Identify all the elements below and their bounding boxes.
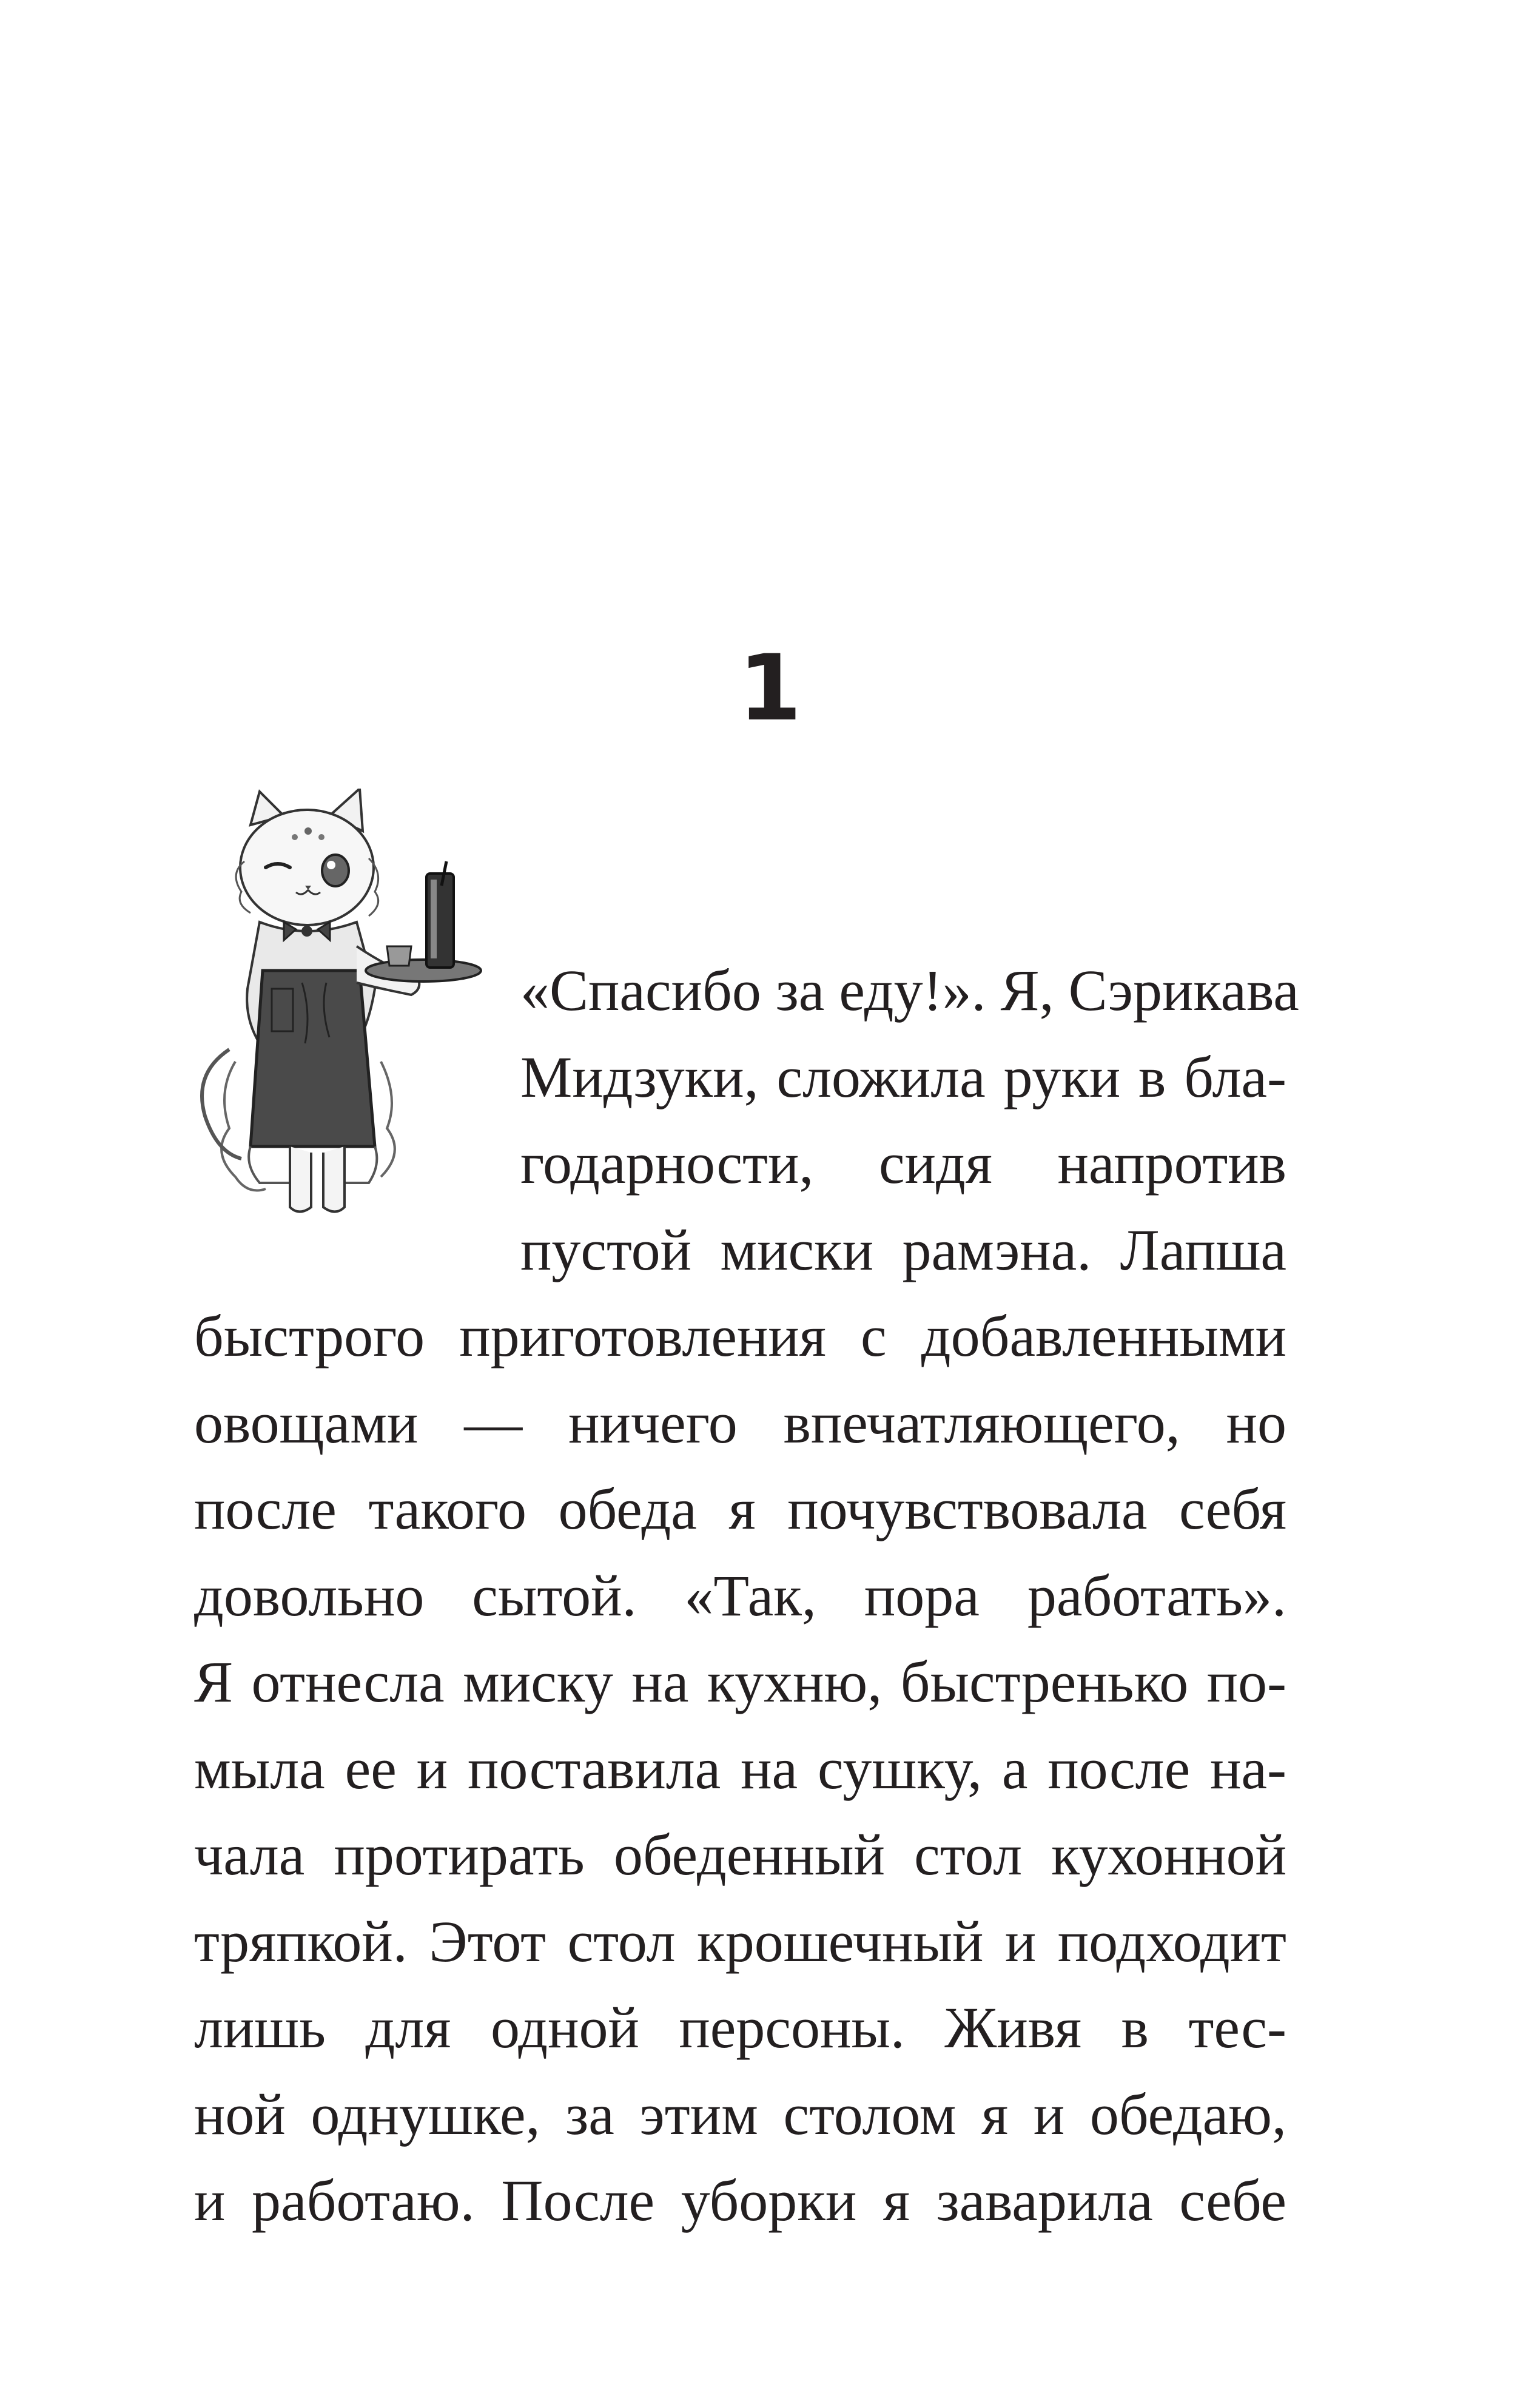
body-text-line: Мидзуки, сложила руки в бла- — [520, 1045, 1286, 1109]
body-text-line: мыла ее и поставила на сушку, а после на- — [194, 1736, 1286, 1801]
body-text-line: быстрого приготовления с добавленными — [194, 1304, 1286, 1368]
body-text-line: овощами — ничего впечатляющего, но — [194, 1390, 1286, 1455]
body-text-line: Я отнесла миску на кухню, быстренько по- — [194, 1649, 1286, 1714]
body-text-line: «Спасибо за еду!». Я, Сэрикава — [520, 958, 1299, 1023]
cat-right-eye — [322, 855, 349, 886]
tall-glass — [426, 874, 454, 968]
body-text-line: чала протирать обеденный стол кухонной — [194, 1822, 1286, 1887]
body-text-line: ной однушке, за этим столом я и обедаю, — [194, 2082, 1286, 2147]
body-text-line: тряпкой. Этот стол крошечный и подходит — [194, 1909, 1286, 1974]
body-text-line: годарности, сидя напротив — [520, 1131, 1286, 1196]
cat-waitress-illustration — [193, 789, 496, 1225]
small-cup — [387, 946, 411, 966]
body-text-line: и работаю. После уборки я заварила себе — [194, 2168, 1286, 2233]
chapter-number: 1 — [738, 636, 802, 741]
body-text-line: пустой миски рамэна. Лапша — [520, 1217, 1286, 1282]
cat-legs — [290, 1146, 345, 1212]
cat-head — [240, 810, 374, 925]
body-text-line: лишь для одной персоны. Живя в тес- — [194, 1995, 1286, 2060]
cat-apron — [251, 971, 375, 1146]
body-text-line: довольно сытой. «Так, пора работать». — [194, 1563, 1286, 1628]
body-text-line: после такого обеда я почувствовала себя — [194, 1476, 1286, 1541]
tray — [366, 960, 481, 981]
